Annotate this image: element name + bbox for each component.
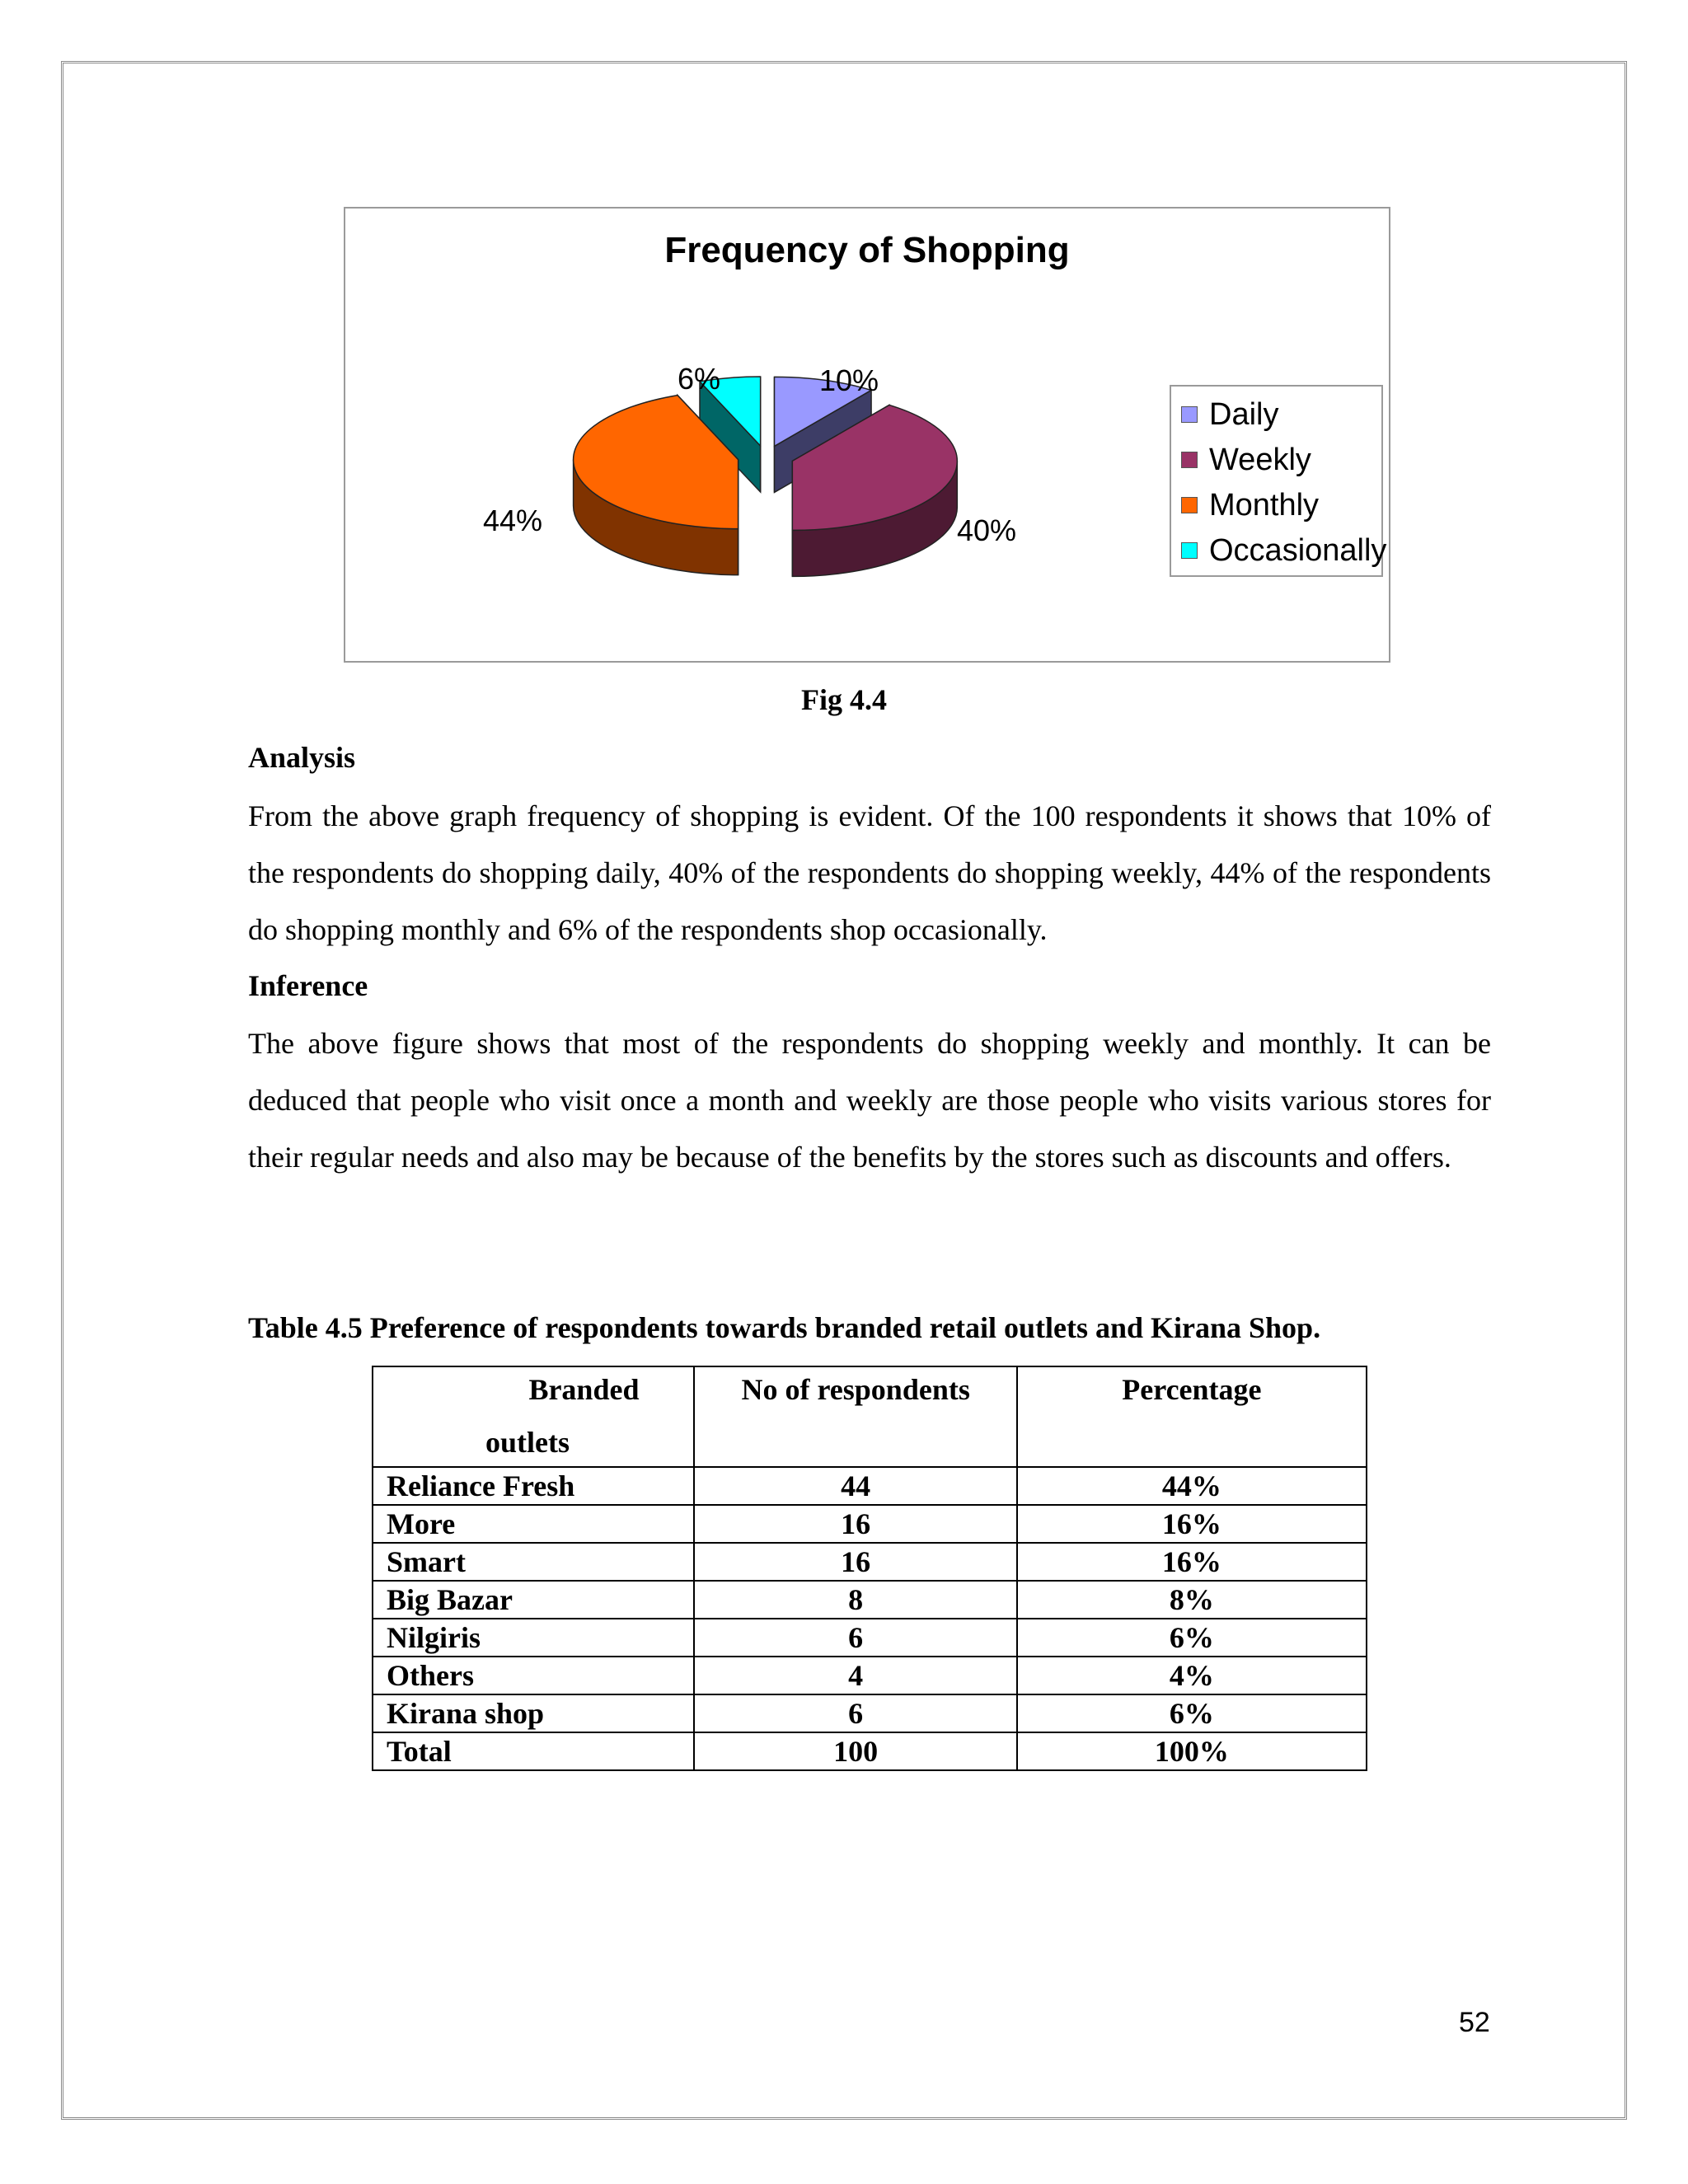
header-branded-outlets: Branded outlets <box>373 1366 694 1467</box>
table-row-total <box>373 1732 1367 1770</box>
table-title: Table 4.5 Preference of respondents towards branded retail outlets and Kirana Shop. <box>248 1311 1321 1344</box>
chart-legend <box>1170 385 1387 577</box>
table-row <box>373 1581 1367 1619</box>
legend-item-occasionally <box>1181 532 1386 569</box>
header-respondents: No of respondents <box>694 1366 1016 1467</box>
percentage: 16% <box>1017 1505 1367 1543</box>
respondent-count: 16 <box>694 1505 1016 1543</box>
percentage: 4% <box>1017 1657 1367 1694</box>
table-row <box>373 1543 1367 1581</box>
header-percentage: Percentage <box>1017 1366 1367 1467</box>
percentage: 16% <box>1017 1543 1367 1581</box>
pie-label-monthly: 44% <box>483 504 543 537</box>
pie-label-daily: 10% <box>819 363 879 397</box>
percentage: 44% <box>1017 1467 1367 1505</box>
respondent-count: 44 <box>694 1467 1016 1505</box>
table-row <box>373 1505 1367 1543</box>
outlet-name: Smart <box>373 1543 694 1581</box>
legend-swatch-monthly <box>1181 497 1198 513</box>
respondent-count: 6 <box>694 1619 1016 1657</box>
percentage: 100% <box>1017 1732 1367 1770</box>
legend-swatch-occasionally <box>1181 542 1198 559</box>
table-row <box>373 1694 1367 1732</box>
table-row <box>373 1619 1367 1657</box>
legend-item-daily <box>1181 396 1278 433</box>
percentage: 6% <box>1017 1694 1367 1732</box>
table-row <box>373 1657 1367 1694</box>
outlet-name: Big Bazar <box>373 1581 694 1619</box>
analysis-paragraph: From the above graph frequency of shopping is evident. Of the 100 respondents it shows that 10% of the respondents do shopping daily, 40% of the respondents do shopping weekly, 44% of the respondents do shopping monthly and 6% of the respondents shop occasionally. <box>248 799 1491 946</box>
legend-label: Occasionally <box>1209 532 1387 568</box>
legend-label: Monthly <box>1209 487 1320 523</box>
legend-item-weekly <box>1181 442 1311 478</box>
pie-chart <box>344 207 1390 663</box>
legend-swatch-weekly <box>1181 452 1198 468</box>
table-row <box>373 1467 1367 1505</box>
respondent-count: 6 <box>694 1694 1016 1732</box>
respondent-count: 4 <box>694 1657 1016 1694</box>
legend-item-monthly <box>1181 487 1319 523</box>
respondent-count: 8 <box>694 1581 1016 1619</box>
legend-swatch-daily <box>1181 406 1198 423</box>
outlet-name: Kirana shop <box>373 1694 694 1732</box>
figure-caption: Fig 4.4 <box>801 683 887 716</box>
outlet-name: Total <box>373 1732 694 1770</box>
percentage: 8% <box>1017 1581 1367 1619</box>
outlet-name: Nilgiris <box>373 1619 694 1657</box>
outlet-name: Others <box>373 1657 694 1694</box>
inference-heading: Inference <box>248 969 368 1002</box>
legend-label: Weekly <box>1209 442 1311 477</box>
pie-label-weekly: 40% <box>957 513 1017 547</box>
outlets-table <box>372 1366 1367 1771</box>
analysis-heading: Analysis <box>248 741 356 774</box>
outlet-name: Reliance Fresh <box>373 1467 694 1505</box>
page-number: 52 <box>1459 2007 1490 2038</box>
inference-paragraph: The above figure shows that most of the respondents do shopping weekly and monthly. It can be deduced that people who visit once a month and weekly are those people who visits various stores for their regular needs and also may be because of the benefits by the stores such as discounts and offers. <box>248 1027 1491 1174</box>
legend-label: Daily <box>1209 396 1279 432</box>
pie-label-occasionally: 6% <box>678 362 721 396</box>
outlet-name: More <box>373 1505 694 1543</box>
respondent-count: 100 <box>694 1732 1016 1770</box>
chart-title: Frequency of Shopping <box>664 230 1070 270</box>
respondent-count: 16 <box>694 1543 1016 1581</box>
table-header-row <box>373 1366 1367 1467</box>
percentage: 6% <box>1017 1619 1367 1657</box>
